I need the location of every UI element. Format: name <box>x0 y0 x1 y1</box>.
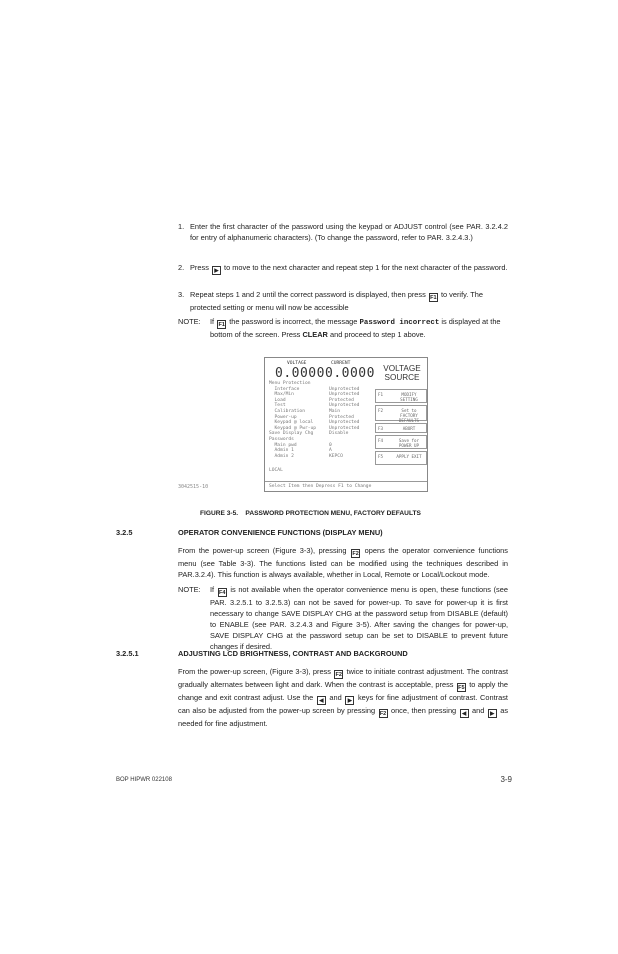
body-text-b: twice to initiate contrast adjustment. The contrast gradually alternates between light and dark. When the contrast is acceptable, press <box>178 667 509 689</box>
menu-row-value: KEPCO <box>329 453 343 459</box>
function-key-label: F4 <box>378 438 384 443</box>
f1-key-icon: F1 <box>218 322 225 328</box>
note-text-b: the password is incorrect, the message <box>229 317 358 326</box>
body-text-g: and <box>472 706 485 715</box>
function-key-box <box>375 423 427 433</box>
f5-key-icon: F5 <box>458 685 465 691</box>
menu-row-value: Disable <box>329 431 349 437</box>
note-label: NOTE: <box>178 317 201 326</box>
note-text-b: is not available when the operator convenience menu is open, these functions (see PAR. 3.2.5.1 to 3.2.5.3) can not be saved for power-up. To save for power-up it is first necessary to change SAVE DISPLAY CHG at the password setup from DISABLE (default) to ENABLE (see PAR. 3.2.4.3 and Figure 3-5). After saving the changes for power-up, SAVE DISPLAY CHG at the password setup can be set to DISABLE to prevent future changes if desired. <box>210 585 508 651</box>
menu-row-label: Main pwd <box>269 442 297 448</box>
step-text-b: to verify. The protected setting or menu will now be accessible <box>190 290 483 312</box>
section-title: OPERATOR CONVENIENCE FUNCTIONS (DISPLAY MENU) <box>178 528 383 537</box>
menu-row-value: Unprotected <box>329 386 360 392</box>
left-arrow-key-icon: ◀ <box>317 696 326 705</box>
figure-id: 3042515-10 <box>178 484 209 490</box>
menu-row-value: Unprotected <box>329 420 360 426</box>
function-key-label: F1 <box>378 392 384 397</box>
menu-row-label: Interface <box>269 386 300 392</box>
function-key-box <box>375 405 427 421</box>
source-line-1: VOLTAGE <box>383 364 421 373</box>
body-text-d: and <box>329 693 342 702</box>
footer-page-number: 3-9 <box>500 775 512 784</box>
body-text-a: From the power-up screen (Figure 3-3), pressing <box>178 546 347 555</box>
section-number: 3.2.5.1 <box>116 649 139 658</box>
body-text-f: once, then pressing <box>390 706 457 715</box>
voltage-value: 0.0000 <box>275 366 325 381</box>
mode-indicator: LOCAL <box>269 468 283 473</box>
step-2 <box>178 262 508 286</box>
left-arrow-key-icon: ◀ <box>460 709 469 718</box>
menu-row-label: Keypad @ local <box>269 420 314 426</box>
f1-key-icon: F1 <box>430 295 437 301</box>
note-text-a: If <box>210 585 215 594</box>
section-3-2-5-body <box>178 545 508 581</box>
step-1 <box>178 221 508 257</box>
menu-row-label: Menu Protection <box>269 381 311 386</box>
step-number: 3. <box>178 290 185 299</box>
message-password-incorrect: Password incorrect <box>359 319 440 327</box>
menu-row-label: Power-up <box>269 414 297 420</box>
voltage-source-indicator <box>377 364 427 382</box>
menu-row-label: Admin 1 <box>269 448 294 454</box>
body-text-e: keys for fine adjustment of contrast. Contrast can also be adjusted from the power-up screen by pressing <box>178 693 508 715</box>
note-label: NOTE: <box>178 585 201 594</box>
menu-row-value: 0 <box>329 442 332 448</box>
note-incorrect-password <box>178 316 508 340</box>
menu-row-value: Unprotected <box>329 403 360 409</box>
function-key-box <box>375 435 427 449</box>
function-key-label: F3 <box>378 426 384 431</box>
step-number: 2. <box>178 263 185 272</box>
right-arrow-key-icon: ▶ <box>212 266 221 275</box>
section-number: 3.2.5 <box>116 528 133 537</box>
status-divider <box>265 481 427 482</box>
lcd-screen-figure <box>264 357 428 492</box>
step-text: Enter the first character of the password using the keypad or ADJUST control (see PAR. 3.2.4.2 for entry of alphanumeric characters). (To change the password, refer to PAR. 3.2.4.3.) <box>190 222 508 242</box>
function-key-text: MODIFY SETTING <box>400 392 418 402</box>
step-3 <box>178 289 508 313</box>
body-text-c: to apply the change and exit contrast adjust. Use the <box>178 680 508 702</box>
f2-key-icon: F2 <box>379 711 387 717</box>
section-title: ADJUSTING LCD BRIGHTNESS, CONTRAST AND BACKGROUND <box>178 649 408 658</box>
right-arrow-key-icon: ▶ <box>345 696 354 705</box>
clear-key-text: CLEAR <box>302 330 328 339</box>
menu-row-value: Unprotected <box>329 425 360 431</box>
step-text-a: Press <box>190 263 209 272</box>
note-text-c: is displayed at the bottom of the screen. Press <box>210 317 501 339</box>
function-key-box <box>375 389 427 403</box>
body-text-b: opens the operator convenience functions menu (see Table 3-3). The functions listed can be modified using the techniques described in PAR.3.2.4). This function is always available, whether in Local, Remote or Local/Lockout mode. <box>178 546 508 579</box>
menu-row-value: Unprotected <box>329 392 360 398</box>
status-message: Select Item then Depress F1 to Change <box>269 484 372 489</box>
function-key-text: APPLY EXIT <box>396 454 422 459</box>
note-save-for-power-up <box>178 584 508 651</box>
menu-row-label: Admin 2 <box>269 453 294 459</box>
body-text-a: From the power-up screen, (Figure 3-3), press <box>178 667 331 676</box>
figure-caption: FIGURE 3-5. PASSWORD PROTECTION MENU, FACTORY DEFAULTS <box>200 510 421 517</box>
menu-row-label: Max/Min <box>269 392 294 398</box>
menu-row-value: Main <box>329 409 341 414</box>
function-key-text: Save for POWER UP <box>398 438 420 448</box>
function-key-label: F5 <box>378 454 384 459</box>
function-key-box <box>375 451 427 465</box>
menu-row-label: Passwords <box>269 437 294 442</box>
current-label: CURRENT <box>331 361 351 366</box>
menu-row-label: Test <box>269 403 286 409</box>
step-number: 1. <box>178 222 185 231</box>
right-arrow-key-icon: ▶ <box>488 709 497 718</box>
menu-row-label: Load <box>269 397 286 403</box>
step-text-b: to move to the next character and repeat step 1 for the next character of the password. <box>224 263 508 272</box>
menu-row-label: Keypad @ Pwr-up <box>269 425 317 431</box>
f2-key-icon: F2 <box>352 551 359 557</box>
section-3-2-5-1-body <box>178 666 509 728</box>
f4-key-icon: F4 <box>219 590 226 596</box>
body-text-h: as needed for fine adjustment. <box>178 706 509 728</box>
menu-row-label: Calibration <box>269 409 305 414</box>
voltage-label: VOLTAGE <box>287 361 307 366</box>
step-text-a: Repeat steps 1 and 2 until the correct password is displayed, then press <box>190 290 426 299</box>
menu-row-label: Save Display Chg <box>269 431 314 437</box>
menu-row-value: Protected <box>329 397 354 403</box>
function-key-text: Set to FACTORY DEFAULTS <box>398 408 420 423</box>
function-key-label: F2 <box>378 408 384 413</box>
f2-key-icon: F2 <box>335 672 342 678</box>
function-key-text: ABORT <box>402 426 416 431</box>
section-heading-3-2-5 <box>116 528 516 537</box>
note-text-a: If <box>210 317 215 326</box>
source-line-2: SOURCE <box>384 373 420 382</box>
footer-doc-id: BOP HIPWR 022108 <box>116 777 172 783</box>
note-text-d: and proceed to step 1 above. <box>329 330 426 339</box>
current-value: 0.0000 <box>325 366 375 381</box>
section-heading-3-2-5-1 <box>116 649 516 658</box>
menu-row-value: Protected <box>329 414 354 420</box>
menu-row-value: A <box>329 448 332 454</box>
